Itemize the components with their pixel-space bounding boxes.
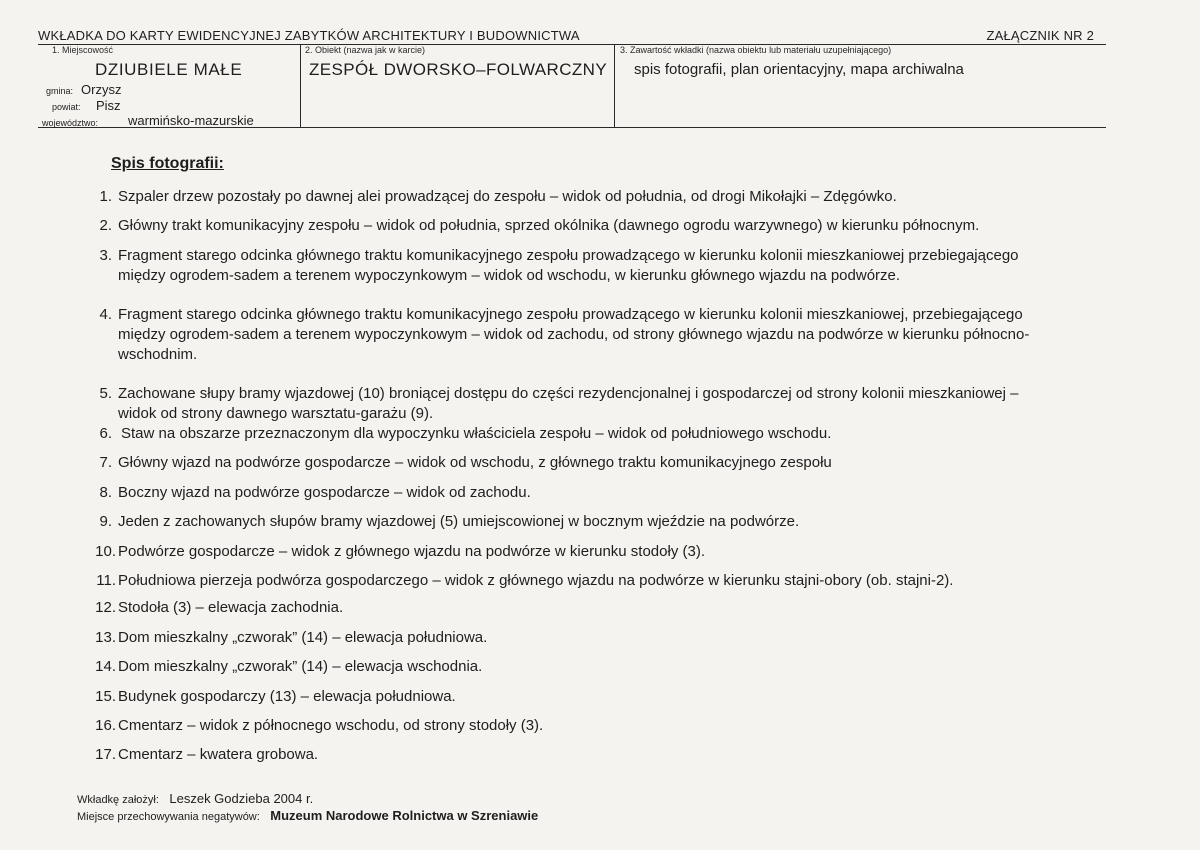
item-text: Południowa pierzeja podwórza gospodarczego – widok z głównego wjazdu na podwórze w kierunku stajni-obory (ob. stajni-2). <box>118 572 954 589</box>
object-value: ZESPÓŁ DWORSKO–FOLWARCZNY <box>309 60 608 79</box>
item-text: Dom mieszkalny „czworak” (14) – elewacja wschodnia. <box>118 658 483 675</box>
item-number: 8. <box>99 484 112 501</box>
item-text: Cmentarz – widok z północnego wschodu, od strony stodoły (3). <box>118 717 544 734</box>
item-number: 3. <box>99 247 112 264</box>
contents-label: 3. Zawartość wkładki (nazwa obiektu lub materiału uzupełniającego) <box>620 45 892 55</box>
footer-author <box>77 790 313 808</box>
item-text: Główny wjazd na podwórze gospodarcze – widok od wschodu, z głównego traktu komunikacyjnego zespołu <box>118 454 832 471</box>
author-label: Wkładkę założył: <box>77 794 159 806</box>
document-title: WKŁADKA DO KARTY EWIDENCYJNEJ ZABYTKÓW ARCHITEKTURY I BUDOWNICTWA <box>38 28 580 43</box>
field-divider-2 <box>614 44 615 128</box>
object-label: 2. Obiekt (nazwa jak w karcie) <box>305 45 426 55</box>
item-text: wschodnim. <box>118 346 198 363</box>
item-text: Budynek gospodarczy (13) – elewacja południowa. <box>118 688 456 705</box>
place-value: DZIUBIELE MAŁE <box>95 60 243 79</box>
item-text: Dom mieszkalny „czworak” (14) – elewacja południowa. <box>118 629 488 646</box>
powiat-value: Pisz <box>96 98 121 113</box>
author-value: Leszek Godzieba 2004 r. <box>169 791 314 806</box>
item-number: 16. <box>95 717 116 734</box>
item-text: Zachowane słupy bramy wjazdowej (10) broniącej dostępu do części rezydencjonalnej i gospodarczej od strony kolonii mieszkaniowej – <box>118 385 1019 402</box>
item-text: Podwórze gospodarcze – widok z głównego wjazdu na podwórze w kierunku stodoły (3). <box>118 543 705 560</box>
item-number: 1. <box>99 188 112 205</box>
storage-value: Muzeum Narodowe Rolnictwa w Szreniawie <box>270 808 539 823</box>
item-number: 2. <box>99 217 112 234</box>
gmina-value: Orzysz <box>81 82 122 97</box>
item-number: 12. <box>95 599 116 616</box>
powiat-label: powiat: <box>52 102 81 112</box>
item-number: 15. <box>95 688 116 705</box>
footer-storage <box>77 807 538 825</box>
item-number: 11. <box>96 572 116 589</box>
item-text: Fragment starego odcinka głównego traktu komunikacyjnego zespołu prowadzącego w kierunku kolonii mieszkaniowej, przebiegającego <box>118 306 1023 323</box>
item-number: 10. <box>95 543 116 560</box>
item-text: Fragment starego odcinka głównego traktu komunikacyjnego zespołu prowadzącego w kierunku kolonii mieszkaniowej przebiegającego <box>118 247 1019 264</box>
item-text: Stodoła (3) – elewacja zachodnia. <box>118 599 344 616</box>
place-label: 1. Miejscowość <box>52 45 114 55</box>
item-number: 4. <box>99 306 112 323</box>
gmina-label: gmina: <box>46 86 74 96</box>
item-number: 13. <box>95 629 116 646</box>
field-divider-1 <box>300 44 301 128</box>
wojewodztwo-value: warmińsko-mazurskie <box>128 113 254 128</box>
item-text: między ogrodem-sadem a terenem wypoczynkowym – widok od zachodu, od strony głównego wjazdu na podwórze w kierunku północno- <box>118 326 1030 343</box>
item-number: 5. <box>99 385 112 402</box>
contents-value: spis fotografii, plan orientacyjny, mapa archiwalna <box>634 61 964 78</box>
annex-number: ZAŁĄCZNIK NR 2 <box>986 28 1094 43</box>
item-number: 9. <box>99 513 112 530</box>
item-number: 14. <box>95 658 116 675</box>
wojewodztwo-label: województwo: <box>42 118 99 128</box>
item-text: Cmentarz – kwatera grobowa. <box>118 746 319 763</box>
storage-label: Miejsce przechowywania negatywów: <box>77 811 260 823</box>
item-text: między ogrodem-sadem a terenem wypoczynkowym – widok od wschodu, w kierunku głównego wjazdu na podwórze. <box>118 267 901 284</box>
item-text: Jeden z zachowanych słupów bramy wjazdowej (5) umiejscowionej w bocznym wjeździe na podwórze. <box>118 513 800 530</box>
item-text: Szpaler drzew pozostały po dawnej alei prowadzącej do zespołu – widok od południa, od drogi Mikołajki – Zdęgówko. <box>118 188 897 205</box>
item-text: Staw na obszarze przeznaczonym dla wypoczynku właściciela zespołu – widok od południowego wschodu. <box>121 425 832 442</box>
item-number: 17. <box>95 746 116 763</box>
item-text: Boczny wjazd na podwórze gospodarcze – widok od zachodu. <box>118 484 531 501</box>
item-number: 6. <box>99 425 112 442</box>
item-text: widok od strony dawnego warsztatu-garażu (9). <box>118 405 434 422</box>
header-top-rule <box>38 44 1106 45</box>
item-text: Główny trakt komunikacyjny zespołu – widok od południa, sprzed okólnika (dawnego ogrodu warzywnego) w kierunku północnym. <box>118 217 980 234</box>
item-number: 7. <box>99 454 112 471</box>
section-title: Spis fotografii: <box>111 155 224 172</box>
